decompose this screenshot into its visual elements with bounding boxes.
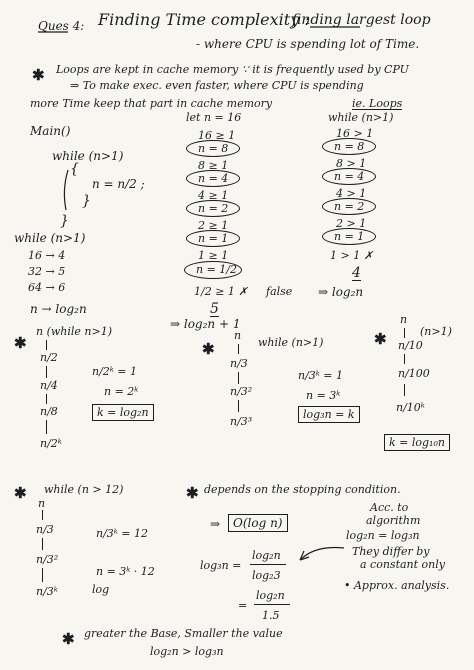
trace-b-count: 4 xyxy=(352,265,361,281)
sec-b-eq1: n/3ᵏ = 1 xyxy=(298,369,344,382)
trace-b-step: n = 2 xyxy=(334,200,365,213)
sec-b-boxed-result: log₃n = k xyxy=(298,406,360,423)
sec-e-acc-1: Acc. to xyxy=(370,501,409,514)
footer-line-1: greater the Base, Smaller the value xyxy=(84,627,283,640)
sec-e-approx: • Approx. analysis. xyxy=(344,579,450,592)
trace-a-step: 1 ≥ 1 xyxy=(198,249,229,262)
sec-c-term: n/10 xyxy=(398,339,423,352)
sec-c-line xyxy=(404,354,405,364)
code-open-brace: { xyxy=(70,161,79,177)
sec-b-line xyxy=(238,400,239,412)
sec-b-line xyxy=(238,372,239,384)
page-title-topic: finding largest loop xyxy=(292,12,431,28)
sec-e-frac-line xyxy=(250,564,286,565)
trace-b-final: 1 > 1 ✗ xyxy=(330,249,373,262)
trace-a-step: 4 ≥ 1 xyxy=(198,189,229,202)
code-end-brace: } xyxy=(60,213,69,229)
bullet-asterisk: ✱ xyxy=(202,340,215,358)
trace-b-step: n = 4 xyxy=(334,170,365,183)
sec-a-term: n/8 xyxy=(40,405,58,418)
sec-e-eq2-num: log₂n xyxy=(256,589,285,602)
trace-b-step: 2 > 1 xyxy=(336,217,367,230)
sec-d-eq1: n/3ᵏ = 12 xyxy=(96,527,149,540)
intro-line-1: Loops are kept in cache memory ∵ it is frequently used by CPU xyxy=(56,63,409,76)
sec-d-term: n xyxy=(38,497,46,510)
code-statement: n = n/2 ; xyxy=(92,177,145,191)
sec-d-header: while (n > 12) xyxy=(44,483,124,496)
trace-b-step: 4 > 1 xyxy=(336,187,367,200)
code-loop: while (n>1) xyxy=(52,149,124,163)
sec-e-eq1-den: log₂3 xyxy=(252,569,281,582)
footer-line-2: log₂n > log₃n xyxy=(150,645,224,658)
sec-e-differ-2: a constant only xyxy=(360,558,445,571)
sec-e-differ-1: They differ by xyxy=(352,545,430,558)
sec-e-boxed-result: O(log n) xyxy=(228,514,288,532)
trace-a-step: n = 2 xyxy=(198,202,229,215)
sec-b-term: n/3² xyxy=(230,385,253,398)
intro-line-2: ⇒ To make exec. even faster, where CPU is spending xyxy=(70,79,364,92)
sec-c-term: n/10ᵏ xyxy=(396,401,425,414)
sec-d-line xyxy=(42,538,43,550)
sec-e-eq1-lhs: log₃n = xyxy=(200,559,242,572)
sec-e-eq2-den: 1.5 xyxy=(262,609,280,622)
trace-a-step: 8 ≥ 1 xyxy=(198,159,229,172)
bullet-asterisk: ✱ xyxy=(374,330,387,348)
sec-e-eq2-eq: = xyxy=(238,599,248,612)
sec-d-term: n/3² xyxy=(36,553,59,566)
trace-b-step: 16 > 1 xyxy=(336,127,374,140)
trace-b-step: n = 8 xyxy=(334,140,365,153)
sec-b-line xyxy=(238,344,239,354)
sec-c-line xyxy=(404,328,405,338)
bullet-asterisk: ✱ xyxy=(62,630,75,648)
bullet-asterisk: ✱ xyxy=(14,484,27,502)
trace-a-step: n = 1/2 xyxy=(196,263,237,276)
sec-c-boxed-result: k = log₁₀n xyxy=(384,434,450,451)
sec-e-note: depends on the stopping condition. xyxy=(204,483,401,496)
sec-d-eq2: n = 3ᵏ · 12 xyxy=(96,565,155,578)
example-row: 16 → 4 xyxy=(28,249,66,262)
sec-a-eq2: n = 2ᵏ xyxy=(104,385,139,398)
trace-a-count: 5 xyxy=(210,301,219,317)
sec-a-line xyxy=(46,366,47,378)
sec-b-eq2: n = 3ᵏ xyxy=(306,389,341,402)
sec-e-frac-line xyxy=(254,604,290,605)
sec-a-term: n/4 xyxy=(40,379,58,392)
sec-a-header: n (while n>1) xyxy=(36,325,113,338)
sec-e-acc-3: log₂n = log₃n xyxy=(346,529,420,542)
trace-a-header: let n = 16 xyxy=(186,111,242,124)
sec-e-arrow: ⇒ xyxy=(210,517,221,531)
sec-d-eq3: log xyxy=(92,583,110,596)
sec-b-term: n/3³ xyxy=(230,415,253,428)
trace-a-step: n = 4 xyxy=(198,172,229,185)
intro-line-3: more Time keep that part in cache memory xyxy=(30,97,273,110)
sec-a-eq1: n/2ᵏ = 1 xyxy=(92,365,138,378)
sec-a-line xyxy=(46,420,47,434)
bullet-asterisk: ✱ xyxy=(32,66,45,84)
example-row: 32 → 5 xyxy=(28,265,66,278)
page-title: Finding Time complexity : xyxy=(98,10,310,29)
sec-c-term-n: n xyxy=(400,313,408,326)
intro-line-3-loops: ie. Loops xyxy=(352,97,403,110)
sec-e-acc-2: algorithm xyxy=(366,514,421,527)
code-main: Main() xyxy=(30,124,71,138)
trace-b-header: while (n>1) xyxy=(328,111,394,124)
code-close-brace: } xyxy=(82,193,91,209)
trace-a-false: false xyxy=(266,285,293,298)
bullet-asterisk: ✱ xyxy=(14,334,27,352)
bullet-asterisk: ✱ xyxy=(186,484,199,502)
trace-a-step: n = 8 xyxy=(198,142,229,155)
examples-result: n → log₂n xyxy=(30,302,87,316)
sec-e-eq1-num: log₂n xyxy=(252,549,281,562)
trace-b-step: 8 > 1 xyxy=(336,157,367,170)
sec-a-term: n/2ᵏ xyxy=(40,437,62,450)
trace-b-result: ⇒ log₂n xyxy=(318,285,364,299)
sec-d-term: n/3ᵏ xyxy=(36,585,58,598)
sec-c-line xyxy=(404,384,405,396)
trace-a-final: 1/2 ≥ 1 ✗ xyxy=(194,285,248,298)
sec-c-header: (n>1) xyxy=(420,325,452,338)
trace-a-step: 16 ≥ 1 xyxy=(198,129,236,142)
question-label: Ques 4: xyxy=(38,19,85,33)
sec-d-term: n/3 xyxy=(36,523,54,536)
sec-d-line xyxy=(42,568,43,582)
example-row: 64 → 6 xyxy=(28,281,66,294)
sec-c-term: n/100 xyxy=(398,367,430,380)
trace-a-step: 2 ≥ 1 xyxy=(198,219,229,232)
sec-d-line xyxy=(42,510,43,520)
sec-b-term: n/3 xyxy=(230,357,248,370)
sec-a-boxed-result: k = log₂n xyxy=(92,404,154,421)
sec-a-line xyxy=(46,394,47,404)
trace-a-step: n = 1 xyxy=(198,232,229,245)
examples-header: while (n>1) xyxy=(14,231,86,245)
trace-b-step: n = 1 xyxy=(334,230,365,243)
page-subtitle: - where CPU is spending lot of Time. xyxy=(196,37,420,51)
sec-b-term-n: n xyxy=(234,329,242,342)
sec-a-line xyxy=(46,340,47,350)
sec-a-term: n/2 xyxy=(40,351,58,364)
sec-b-header: while (n>1) xyxy=(258,336,324,349)
trace-a-result: ⇒ log₂n + 1 xyxy=(170,317,241,331)
